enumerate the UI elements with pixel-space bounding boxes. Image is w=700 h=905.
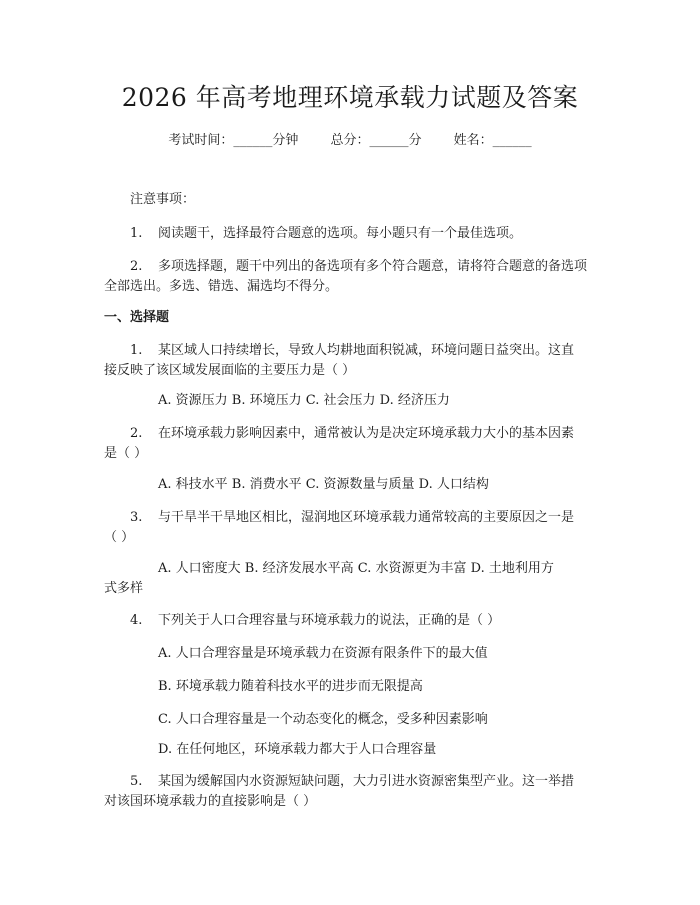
q4-option-d: D. 在任何地区，环境承载力都大于人口合理容量 [158,742,437,757]
q1-options: A. 资源压力 B. 环境压力 C. 社会压力 D. 经济压力 [158,393,450,408]
q1-number: 1. [130,343,143,358]
page-title: 2026 年高考地理环境承载力试题及答案 [121,83,579,112]
q4-option-a: A. 人口合理容量是环境承载力在资源有限条件下的最大值 [158,646,488,661]
note-2-line2: 全部选出。多选、错选、漏选均不得分。 [104,279,339,294]
note-2-number: 2. [130,259,143,274]
notes-heading: 注意事项： [130,192,196,207]
q5-line1: 某国为缓解国内水资源短缺问题，大力引进水资源密集型产业。这一举措 [158,774,575,789]
q5-number: 5. [130,774,143,789]
q2-number: 2. [130,426,143,441]
q2-line1: 在环境承载力影响因素中，通常被认为是决定环境承载力大小的基本因素 [158,426,575,441]
q4-option-b: B. 环境承载力随着科技水平的进步而无限提高 [158,679,423,694]
q3-number: 3. [130,510,143,525]
q1-line1: 某区域人口持续增长，导致人均耕地面积锐减，环境问题日益突出。这直 [158,343,575,358]
q3-line1: 与干旱半干旱地区相比，湿润地区环境承载力通常较高的主要原因之一是 [158,510,575,525]
note-2-line1: 多项选择题，题干中列出的备选项有多个符合题意，请将符合题意的备选项 [158,259,588,274]
section-heading: 一、选择题 [104,310,170,325]
q4-option-c: C. 人口合理容量是一个动态变化的概念，受多种因素影响 [158,712,488,727]
q4-number: 4. [130,613,143,628]
q1-line2: 接反映了该区域发展面临的主要压力是（ ） [104,363,356,378]
q4-line1: 下列关于人口合理容量与环境承载力的说法，正确的是（ ） [158,613,501,628]
exam-time: 考试时间：______分钟 [168,133,299,148]
note-1-number: 1. [130,226,143,241]
exam-meta [0,130,700,152]
q2-options: A. 科技水平 B. 消费水平 C. 资源数量与质量 D. 人口结构 [158,477,489,492]
q3-line2: （ ） [104,530,135,545]
q3-options-line1: A. 人口密度大 B. 经济发展水平高 C. 水资源更为丰富 D. 土地利用方 [158,561,554,576]
q2-line2: 是（ ） [104,446,148,461]
note-1-text: 阅读题干，选择最符合题意的选项。每小题只有一个最佳选项。 [158,226,523,241]
q3-options-line2: 式多样 [104,581,144,596]
exam-name: 姓名：______ [453,133,532,148]
exam-score: 总分：______分 [330,133,422,148]
q5-line2: 对该国环境承载力的直接影响是（ ） [104,794,317,809]
